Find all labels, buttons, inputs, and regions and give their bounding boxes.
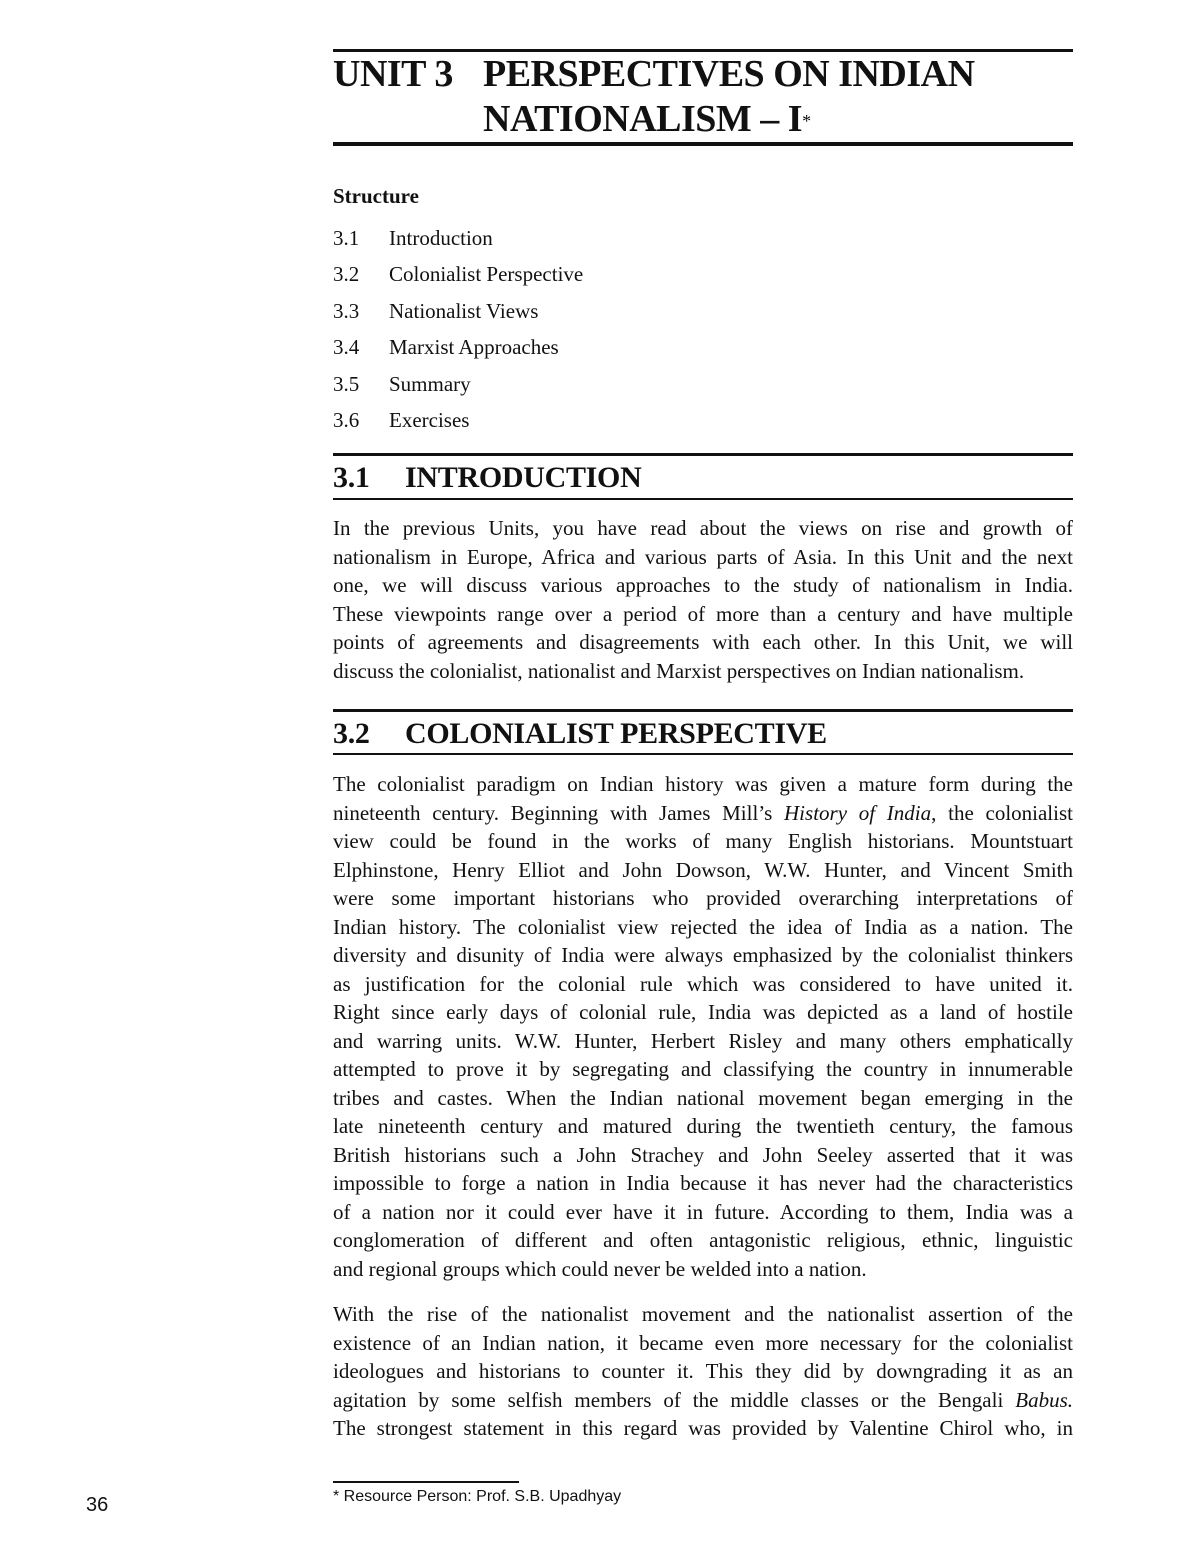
structure-item-label: Marxist Approaches (389, 335, 559, 360)
text-line (333, 799, 1073, 828)
text-line: impossible to forge a nation in India because it has never had the characteristics (333, 1171, 1073, 1195)
structure-item-label: Exercises (389, 407, 470, 432)
text-run: agitation by some selfish members of the middle classes or the Bengali (333, 1387, 1016, 1412)
text-run: , the colonialist (931, 800, 1073, 825)
text-line: nationalism in Europe, Africa and various parts of Asia. In this Unit and the next (333, 544, 1073, 569)
unit-number: UNIT 3 (333, 53, 453, 95)
section2-paragraph1 (333, 770, 1073, 1283)
section1-top-rule (333, 453, 1073, 456)
text-line: points of agreements and disagreements with each other. In this Unit, we will (333, 630, 1073, 654)
text-line: attempted to prove it by segregating and classifying the country in innumerable (333, 1057, 1073, 1081)
structure-heading: Structure (333, 184, 419, 208)
unit-title-line1: PERSPECTIVES ON INDIAN (483, 53, 975, 95)
text-line: conglomeration of different and often antagonistic religious, ethnic, linguistic (333, 1228, 1073, 1252)
text-line: With the rise of the nationalist movement and the nationalist assertion of the (333, 1302, 1073, 1326)
section2-number: 3.2 (333, 717, 370, 750)
structure-item-label: Summary (389, 371, 471, 396)
title-bottom-rule (333, 142, 1073, 146)
structure-item-number: 3.6 (333, 407, 360, 432)
text-line: Right since early days of colonial rule, India was depicted as a land of hostile (333, 1000, 1073, 1024)
unit-title-line2-text: NATIONALISM – I (483, 98, 803, 140)
section1-paragraph (333, 514, 1073, 685)
book-title: History of India (784, 800, 932, 825)
section1-number: 3.1 (333, 461, 370, 494)
emphasized-term: Babus. (1015, 1387, 1073, 1412)
structure-item-number: 3.1 (333, 226, 360, 250)
unit-title-line2 (483, 97, 811, 142)
text-line: In the previous Units, you have read about the views on rise and growth of (333, 516, 1073, 540)
text-line: one, we will discuss various approaches to the study of nationalism in India. (333, 573, 1073, 597)
text-line: ideologues and historians to counter it. This they did by downgrading it as an (333, 1359, 1073, 1383)
structure-item-number: 3.2 (333, 262, 360, 287)
section2-bottom-rule (333, 753, 1073, 755)
structure-item-number: 3.4 (333, 335, 360, 360)
text-line: view could be found in the works of many English historians. Mountstuart (333, 829, 1073, 853)
text-line (333, 1386, 1073, 1415)
footnote: * Resource Person: Prof. S.B. Upadhyay (333, 1488, 622, 1505)
section1-bottom-rule (333, 498, 1073, 500)
section1-title: INTRODUCTION (405, 461, 642, 494)
text-line: of a nation nor it could ever have it in future. According to them, India was a (333, 1199, 1073, 1224)
structure-item-label: Colonialist Perspective (389, 262, 584, 287)
section2-title: COLONIALIST PERSPECTIVE (405, 717, 827, 750)
text-line: were some important historians who provided overarching interpretations of (333, 886, 1073, 910)
title-footnote-mark: * (802, 111, 811, 131)
text-line: British historians such a John Strachey and John Seeley asserted that it was (333, 1142, 1073, 1167)
text-line: existence of an Indian nation, it became even more necessary for the colonialist (333, 1330, 1073, 1355)
structure-item-label: Nationalist Views (389, 298, 539, 323)
text-line: tribes and castes. When the Indian national movement began emerging in the (333, 1085, 1073, 1110)
text-run: nineteenth century. Beginning with James Mill’s (333, 800, 785, 825)
text-line: diversity and disunity of India were always emphasized by the colonialist thinkers (333, 943, 1073, 967)
structure-item-number: 3.3 (333, 298, 360, 323)
text-line: discuss the colonialist, nationalist and Marxist perspectives on Indian nationalism. (333, 658, 1025, 683)
footnote-rule (333, 1481, 519, 1483)
text-line: These viewpoints range over a period of more than a century and have multiple (333, 601, 1073, 626)
text-line: The strongest statement in this regard was provided by Valentine Chirol who, in (333, 1416, 1073, 1440)
section2-paragraph2 (333, 1300, 1073, 1443)
text-line: late nineteenth century and matured during the twentieth century, the famous (333, 1114, 1073, 1138)
page-number: 36 (86, 1494, 109, 1516)
text-line: as justification for the colonial rule which was considered to have united it. (333, 971, 1073, 996)
text-line: and warring units. W.W. Hunter, Herbert Risley and many others emphatically (333, 1028, 1073, 1053)
text-line: The colonialist paradigm on Indian history was given a mature form during the (333, 772, 1073, 796)
structure-item-number: 3.5 (333, 371, 360, 396)
text-line: and regional groups which could never be welded into a nation. (333, 1256, 867, 1281)
structure-item-label: Introduction (389, 226, 493, 250)
text-line: Indian history. The colonialist view rejected the idea of India as a nation. The (333, 914, 1073, 939)
text-line: Elphinstone, Henry Elliot and John Dowson, W.W. Hunter, and Vincent Smith (333, 857, 1073, 882)
section2-top-rule (333, 709, 1073, 712)
